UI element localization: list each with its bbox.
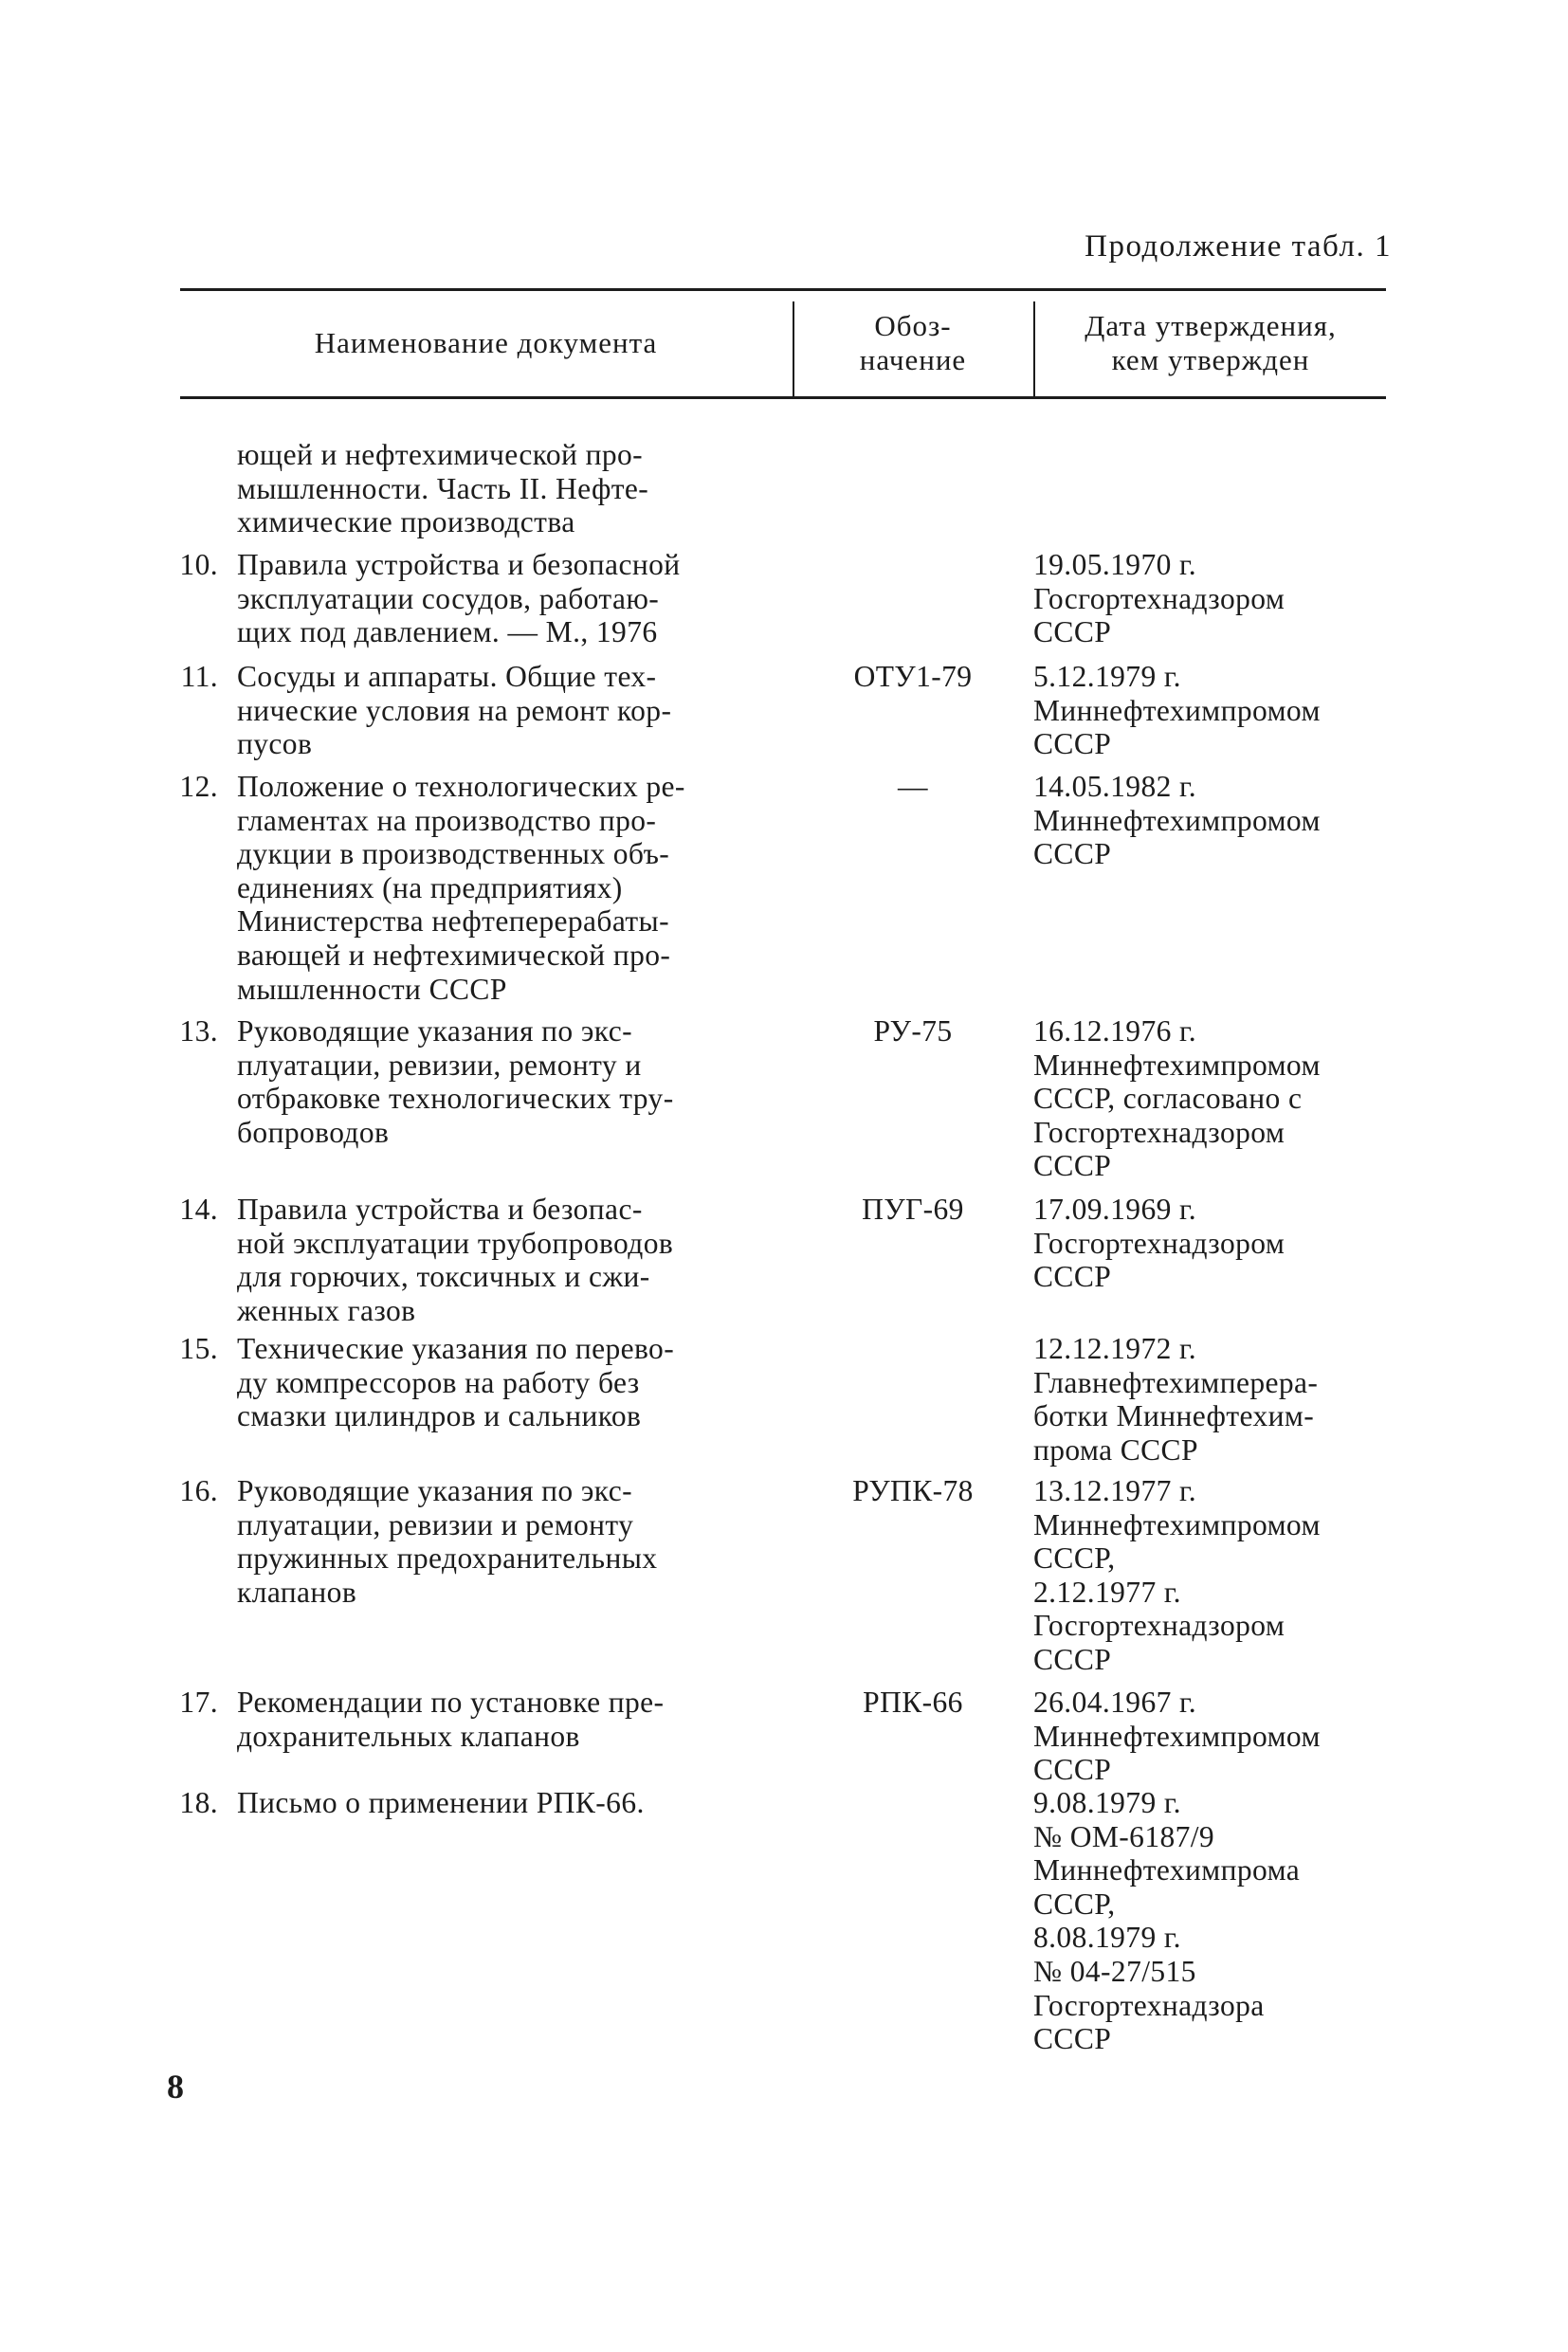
row-designation: —: [898, 770, 928, 803]
row-designation: РУПК-78: [852, 1474, 974, 1507]
continuation-text: ющей и нефтехимической про- мышленности. Часть II. Нефте- химические производства: [237, 438, 649, 539]
table-continuation-caption: Продолжение табл. 1: [1085, 229, 1392, 264]
row-approval: 17.09.1969 г. Госгортехнадзором СССР: [1033, 1193, 1285, 1294]
row-document-name: Руководящие указания по экс- плуатации, ревизии и ремонту пружинных предохранительных клапанов: [237, 1474, 658, 1609]
row-document-name: Письмо о применении РПК-66.: [237, 1786, 645, 1819]
table-header-rule: [180, 396, 1386, 399]
page-number: 8: [167, 2068, 184, 2106]
header-designation: Обоз- начение: [859, 308, 967, 376]
row-document-name: Руководящие указания по экс- плуатации, ревизии, ремонту и отбраковке технологических тру- бопроводов: [237, 1014, 674, 1149]
row-approval: 14.05.1982 г. Миннефтехимпромом СССР: [1033, 770, 1321, 871]
row-approval: 9.08.1979 г. № ОМ-6187/9 Миннефтехимпрома СССР, 8.08.1979 г. № 04-27/515 Госгортехнадзора СССР: [1033, 1786, 1301, 2056]
header-document-name: Наименование документа: [314, 325, 658, 359]
row-number: 17.: [179, 1686, 218, 1719]
header-approval-date: Дата утверждения, кем утвержден: [1085, 308, 1337, 376]
row-document-name: Правила устройства и безопас- ной эксплуатации трубопроводов для горючих, токсичных и сжи- женных газов: [237, 1193, 674, 1327]
row-number: 10.: [179, 548, 218, 581]
row-number: 16.: [179, 1474, 218, 1507]
row-document-name: Рекомендации по установке пре- дохранительных клапанов: [237, 1686, 665, 1753]
row-document-name: Сосуды и аппараты. Общие тех- нические условия на ремонт кор- пусов: [237, 660, 672, 761]
row-approval: 13.12.1977 г. Миннефтехимпромом СССР, 2.12.1977 г. Госгортехнадзором СССР: [1033, 1474, 1321, 1676]
row-document-name: Технические указания по перево- ду компрессоров на работу без смазки цилиндров и сальников: [237, 1332, 675, 1433]
row-number: 13.: [179, 1014, 218, 1048]
row-approval: 5.12.1979 г. Миннефтехимпромом СССР: [1033, 660, 1321, 761]
row-approval: 19.05.1970 г. Госгортехнадзором СССР: [1033, 548, 1285, 649]
row-document-name: Положение о технологических ре- гламентах на производство про- дукции в производственных объ- единениях (на предприятиях) Министерства нефтеперерабаты- вающей и нефтехимической про- мышленности СССР: [237, 770, 685, 1006]
row-designation: ОТУ1-79: [853, 660, 973, 693]
row-approval: 12.12.1972 г. Главнефтехимперера- ботки Миннефтехим- прома СССР: [1033, 1332, 1319, 1467]
row-designation: РПК-66: [863, 1686, 963, 1719]
row-designation: ПУГ-69: [862, 1193, 964, 1226]
row-number: 15.: [179, 1332, 218, 1365]
row-designation: РУ-75: [873, 1014, 953, 1048]
row-approval: 16.12.1976 г. Миннефтехимпромом СССР, согласовано с Госгортехнадзором СССР: [1033, 1014, 1321, 1183]
row-number: 18.: [179, 1786, 218, 1819]
row-number: 12.: [179, 770, 218, 803]
row-number: 14.: [179, 1193, 218, 1226]
row-approval: 26.04.1967 г. Миннефтехимпромом СССР: [1033, 1686, 1321, 1787]
row-number: 11.: [180, 660, 218, 693]
row-document-name: Правила устройства и безопасной эксплуатации сосудов, работаю- щих под давлением. — М., 1976: [237, 548, 681, 649]
